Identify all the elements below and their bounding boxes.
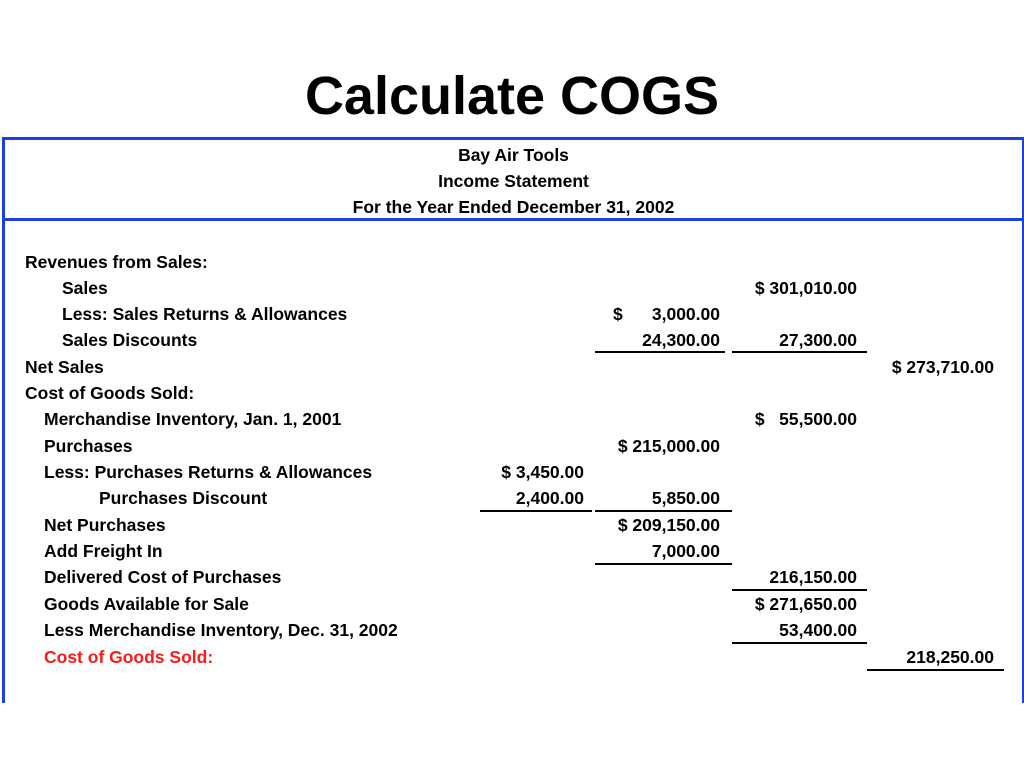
- amount-col4: 218,250.00: [906, 647, 994, 667]
- row-beginning-inventory: [0, 406, 1024, 432]
- row-sales-returns: [0, 301, 1024, 327]
- row-ending-inventory: [0, 617, 1024, 643]
- underline: [867, 669, 1004, 671]
- amount-col3: 216,150.00: [769, 567, 857, 587]
- row-cost-of-goods-sold: [0, 644, 1024, 670]
- underline: [480, 510, 592, 512]
- amount-col4: $ 273,710.00: [891, 357, 994, 377]
- row-revenues-heading: [0, 249, 1024, 275]
- row-label: Net Purchases: [44, 515, 166, 535]
- row-label: Cost of Goods Sold:: [25, 383, 195, 403]
- amount-col1: $ 3,450.00: [501, 462, 584, 482]
- row-label: Goods Available for Sale: [44, 594, 249, 614]
- amount-col3: $ 271,650.00: [754, 594, 857, 614]
- row-label: Less Merchandise Inventory, Dec. 31, 2002: [44, 620, 398, 640]
- row-goods-available: [0, 591, 1024, 617]
- amount-col2: 7,000.00: [651, 541, 720, 561]
- row-purchase-returns: [0, 459, 1024, 485]
- underline: [595, 563, 732, 565]
- row-delivered-cost: [0, 564, 1024, 590]
- amount-col2: 24,300.00: [642, 330, 720, 350]
- amount-col2: $ 209,150.00: [617, 515, 720, 535]
- slide-title: Calculate COGS: [304, 66, 720, 126]
- underline: [732, 642, 867, 644]
- row-label: Less: Sales Returns & Allowances: [62, 304, 348, 324]
- amount-col2: $ 3,000.00: [612, 304, 720, 324]
- underline: [595, 351, 725, 353]
- row-freight-in: [0, 538, 1024, 564]
- amount-col2: 5,850.00: [651, 488, 720, 508]
- row-purchases-discount: [0, 485, 1024, 511]
- row-label: Purchases Discount: [99, 488, 268, 508]
- amount-col2: $ 215,000.00: [617, 436, 720, 456]
- row-label: Add Freight In: [44, 541, 163, 561]
- row-label: Delivered Cost of Purchases: [44, 567, 282, 587]
- row-label: Less: Purchases Returns & Allowances: [44, 462, 373, 482]
- amount-col3: 27,300.00: [779, 330, 857, 350]
- company-name: Bay Air Tools: [458, 145, 569, 165]
- row-net-purchases: [0, 512, 1024, 538]
- statement-period: For the Year Ended December 31, 2002: [352, 197, 675, 217]
- statement-name: Income Statement: [438, 171, 589, 191]
- underline: [732, 351, 867, 353]
- row-purchases: [0, 433, 1024, 459]
- statement-header: [5, 140, 1022, 221]
- row-label: Sales Discounts: [62, 330, 198, 350]
- row-label: Purchases: [44, 436, 133, 456]
- underline: [595, 510, 732, 512]
- row-cogs-heading: [0, 380, 1024, 406]
- amount-col3: $ 55,500.00: [754, 409, 857, 429]
- amount-col3: 53,400.00: [779, 620, 857, 640]
- amount-col1: 2,400.00: [515, 488, 584, 508]
- row-sales-discounts: [0, 327, 1024, 353]
- underline: [732, 589, 867, 591]
- amount-col3: $ 301,010.00: [754, 278, 857, 298]
- row-label: Revenues from Sales:: [25, 252, 208, 272]
- row-label: Sales: [62, 278, 108, 298]
- row-sales: [0, 275, 1024, 301]
- row-label: Net Sales: [25, 357, 104, 377]
- row-label: Merchandise Inventory, Jan. 1, 2001: [44, 409, 342, 429]
- row-net-sales: [0, 354, 1024, 380]
- row-label: Cost of Goods Sold:: [44, 647, 214, 667]
